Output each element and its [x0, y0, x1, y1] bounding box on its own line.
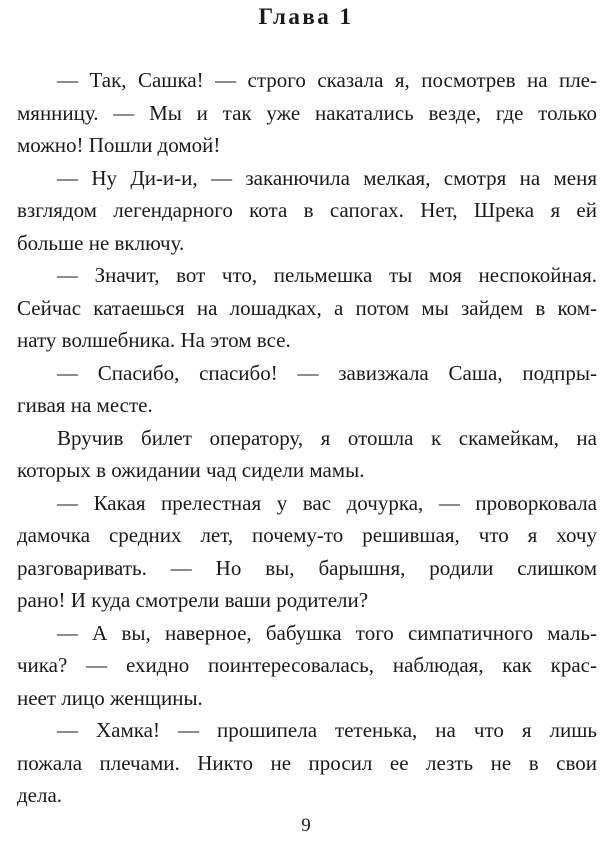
text-line: мянницу. — Мы и так уже накатались везде, где только	[17, 101, 597, 125]
text-line: пожала плечами. Никто не просил ее лезть не в свои	[17, 751, 597, 775]
text-line: Сейчас катаешься на лошадках, а потом мы зайдем в ком-	[17, 296, 597, 320]
text-line: — Какая прелестная у вас дочурка, — проворковала	[57, 491, 597, 515]
text-line: взглядом легендарного кота в сапогах. Нет, Шрека я ей	[17, 198, 597, 222]
text-line: дамочка средних лет, почему-то решившая, что я хочу	[17, 523, 597, 547]
text-line: нату волшебника. На этом все.	[17, 328, 291, 352]
text-line: — Ну Ди-и-и, — заканючила мелкая, смотря на меня	[57, 166, 597, 190]
page-number: 9	[301, 815, 311, 836]
text-line: гивая на месте.	[17, 393, 153, 417]
text-line: которых в ожидании чад сидели мамы.	[17, 458, 365, 482]
text-line: — А вы, наверное, бабушка того симпатичного маль-	[57, 621, 597, 645]
text-line: разговаривать. — Но вы, барышня, родили слишком	[17, 556, 597, 580]
text-line: больше не включу.	[17, 231, 185, 255]
text-line: — Хамка! — прошипела тетенька, на что я лишь	[57, 718, 597, 742]
text-line: — Так, Сашка! — строго сказала я, посмотрев на пле-	[57, 68, 597, 92]
text-line: можно! Пошли домой!	[17, 133, 221, 157]
text-line: — Значит, вот что, пельмешка ты моя неспокойная.	[57, 263, 597, 287]
text-line: рано! И куда смотрели ваши родители?	[17, 588, 369, 612]
chapter-title: Глава 1	[258, 4, 354, 29]
text-line: чика? — ехидно поинтересовалась, наблюдая, как крас-	[17, 653, 597, 677]
text-line: Вручив билет оператору, я отошла к скамейкам, на	[57, 426, 597, 450]
text-line: — Спасибо, спасибо! — завизжала Саша, подпры-	[57, 361, 597, 385]
text-line: дела.	[17, 783, 63, 807]
text-line: неет лицо женщины.	[17, 686, 203, 710]
